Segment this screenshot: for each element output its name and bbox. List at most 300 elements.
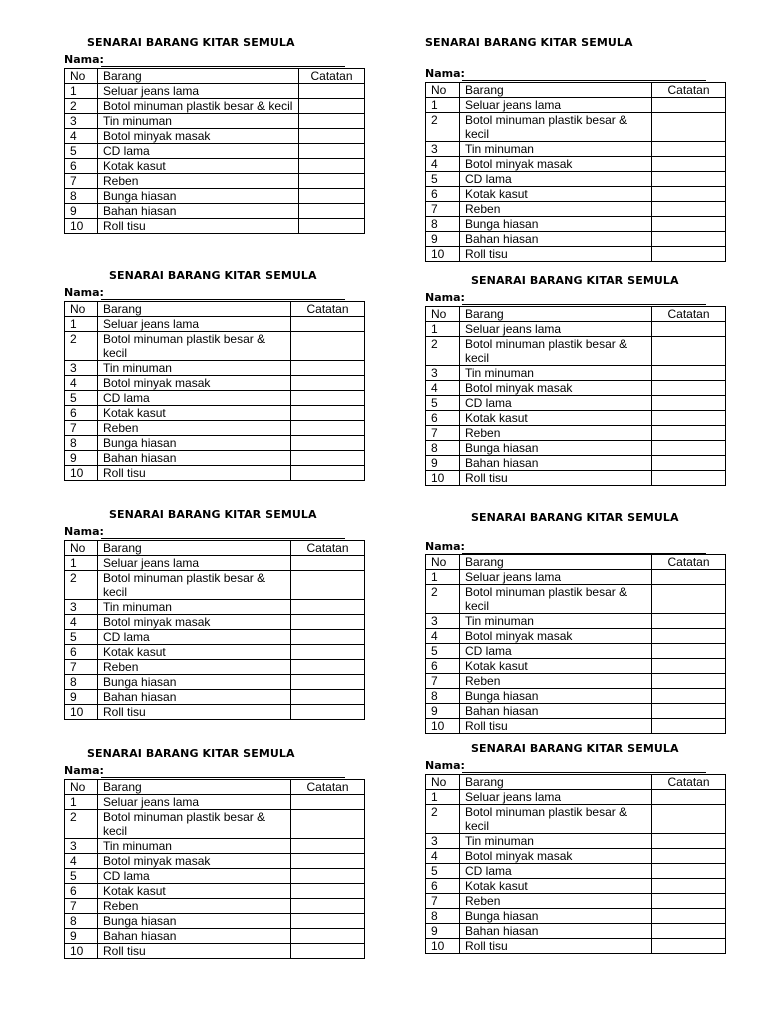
row-number: 2	[65, 332, 98, 361]
note-cell[interactable]	[299, 99, 365, 114]
item-name: Botol minuman plastik besar & kecil	[460, 113, 652, 142]
row-number: 6	[65, 406, 98, 421]
item-name: Tin minuman	[460, 142, 652, 157]
row-number: 7	[65, 174, 98, 189]
row-number: 3	[426, 614, 460, 629]
note-cell[interactable]	[291, 854, 365, 869]
row-number: 10	[426, 247, 460, 262]
note-cell[interactable]	[291, 675, 365, 690]
table-row	[426, 689, 726, 704]
note-cell[interactable]	[652, 704, 726, 719]
item-name: Kotak kasut	[98, 645, 291, 660]
note-cell[interactable]	[652, 396, 726, 411]
table-row	[426, 113, 726, 142]
table-row	[65, 144, 365, 159]
table-row	[426, 322, 726, 337]
row-number: 6	[65, 159, 98, 174]
row-number: 10	[426, 719, 460, 734]
note-cell[interactable]	[291, 600, 365, 615]
header-no: No	[65, 780, 98, 795]
table-row	[426, 629, 726, 644]
note-cell[interactable]	[652, 864, 726, 879]
row-number: 10	[65, 219, 98, 234]
row-number: 8	[65, 914, 98, 929]
table-row	[65, 159, 365, 174]
row-number: 10	[65, 466, 98, 481]
item-name: Reben	[98, 660, 291, 675]
header-no: No	[65, 69, 98, 84]
name-field[interactable]	[462, 68, 706, 81]
item-name: CD lama	[460, 864, 652, 879]
header-barang: Barang	[460, 83, 652, 98]
checklist-table	[425, 774, 726, 954]
note-cell[interactable]	[291, 421, 365, 436]
note-cell[interactable]	[291, 839, 365, 854]
row-number: 5	[65, 630, 98, 645]
note-cell[interactable]	[291, 914, 365, 929]
note-cell[interactable]	[652, 187, 726, 202]
note-cell[interactable]	[291, 810, 365, 839]
item-name: Bahan hiasan	[460, 924, 652, 939]
checklist-table	[64, 779, 365, 959]
note-cell[interactable]	[291, 645, 365, 660]
table-row	[426, 864, 726, 879]
item-name: Roll tisu	[98, 466, 291, 481]
item-name: Roll tisu	[460, 471, 652, 486]
table-header-row	[65, 69, 365, 84]
note-cell[interactable]	[652, 570, 726, 585]
name-label: Nama:	[425, 67, 465, 80]
table-row	[426, 674, 726, 689]
header-catatan: Catatan	[291, 302, 365, 317]
note-cell[interactable]	[652, 172, 726, 187]
item-name: Botol minyak masak	[460, 381, 652, 396]
table-row	[65, 795, 365, 810]
table-row	[426, 704, 726, 719]
note-cell[interactable]	[652, 805, 726, 834]
row-number: 3	[65, 839, 98, 854]
table-row	[426, 805, 726, 834]
note-cell[interactable]	[652, 849, 726, 864]
name-label: Nama:	[64, 53, 104, 66]
header-no: No	[65, 541, 98, 556]
item-name: Reben	[460, 894, 652, 909]
note-cell[interactable]	[652, 674, 726, 689]
name-field[interactable]	[101, 287, 345, 300]
header-barang: Barang	[460, 775, 652, 790]
table-header-row	[65, 302, 365, 317]
card-title: SENARAI BARANG KITAR SEMULA	[471, 274, 679, 287]
item-name: Roll tisu	[460, 939, 652, 954]
table-row	[65, 114, 365, 129]
note-cell[interactable]	[652, 689, 726, 704]
row-number: 8	[426, 909, 460, 924]
item-name: Tin minuman	[98, 839, 291, 854]
item-name: Bunga hiasan	[460, 441, 652, 456]
row-number: 10	[426, 939, 460, 954]
note-cell[interactable]	[652, 426, 726, 441]
item-name: Kotak kasut	[460, 187, 652, 202]
table-row	[426, 471, 726, 486]
row-number: 3	[65, 361, 98, 376]
table-row	[65, 690, 365, 705]
note-cell[interactable]	[652, 232, 726, 247]
note-cell[interactable]	[652, 98, 726, 113]
row-number: 10	[65, 705, 98, 720]
row-number: 2	[426, 585, 460, 614]
item-name: Botol minyak masak	[98, 854, 291, 869]
item-name: Seluar jeans lama	[460, 790, 652, 805]
item-name: Bunga hiasan	[460, 909, 652, 924]
note-cell[interactable]	[652, 644, 726, 659]
row-number: 9	[65, 929, 98, 944]
item-name: Bunga hiasan	[98, 914, 291, 929]
checklist-table	[425, 306, 726, 486]
name-field[interactable]	[101, 54, 345, 67]
note-cell[interactable]	[652, 202, 726, 217]
note-cell[interactable]	[291, 466, 365, 481]
item-name: Roll tisu	[98, 705, 291, 720]
item-name: CD lama	[460, 644, 652, 659]
item-name: Bahan hiasan	[460, 704, 652, 719]
table-row	[426, 411, 726, 426]
card-title: SENARAI BARANG KITAR SEMULA	[87, 747, 295, 760]
item-name: Reben	[460, 426, 652, 441]
item-name: Botol minyak masak	[460, 157, 652, 172]
note-cell[interactable]	[652, 441, 726, 456]
item-name: Reben	[460, 202, 652, 217]
row-number: 1	[65, 795, 98, 810]
item-name: Tin minuman	[460, 366, 652, 381]
item-name: Bunga hiasan	[460, 217, 652, 232]
item-name: Seluar jeans lama	[460, 322, 652, 337]
table-header-row	[426, 555, 726, 570]
note-cell[interactable]	[299, 84, 365, 99]
table-row	[426, 456, 726, 471]
row-number: 2	[426, 805, 460, 834]
note-cell[interactable]	[299, 219, 365, 234]
item-name: Bahan hiasan	[98, 204, 299, 219]
item-name: Botol minuman plastik besar & kecil	[460, 805, 652, 834]
table-row	[426, 247, 726, 262]
note-cell[interactable]	[291, 436, 365, 451]
item-name: Botol minuman plastik besar & kecil	[98, 571, 291, 600]
note-cell[interactable]	[652, 217, 726, 232]
name-field[interactable]	[101, 526, 345, 539]
row-number: 1	[65, 84, 98, 99]
note-cell[interactable]	[652, 471, 726, 486]
row-number: 3	[426, 366, 460, 381]
name-field[interactable]	[462, 541, 706, 554]
row-number: 10	[65, 944, 98, 959]
item-name: Tin minuman	[98, 114, 299, 129]
row-number: 3	[65, 600, 98, 615]
table-row	[65, 630, 365, 645]
table-header-row	[426, 775, 726, 790]
row-number: 8	[426, 689, 460, 704]
note-cell[interactable]	[291, 884, 365, 899]
note-cell[interactable]	[652, 366, 726, 381]
row-number: 3	[426, 834, 460, 849]
note-cell[interactable]	[291, 556, 365, 571]
table-row	[426, 614, 726, 629]
note-cell[interactable]	[652, 381, 726, 396]
note-cell[interactable]	[291, 361, 365, 376]
table-row	[65, 705, 365, 720]
item-name: Reben	[98, 421, 291, 436]
table-row	[65, 174, 365, 189]
table-row	[65, 421, 365, 436]
item-name: Kotak kasut	[460, 879, 652, 894]
note-cell[interactable]	[291, 690, 365, 705]
note-cell[interactable]	[652, 322, 726, 337]
row-number: 8	[426, 217, 460, 232]
row-number: 9	[65, 204, 98, 219]
note-cell[interactable]	[299, 144, 365, 159]
note-cell[interactable]	[652, 456, 726, 471]
header-barang: Barang	[460, 555, 652, 570]
row-number: 10	[426, 471, 460, 486]
table-row	[65, 854, 365, 869]
item-name: Bunga hiasan	[98, 675, 291, 690]
row-number: 3	[426, 142, 460, 157]
note-cell[interactable]	[652, 157, 726, 172]
item-name: Roll tisu	[460, 719, 652, 734]
note-cell[interactable]	[291, 406, 365, 421]
table-row	[426, 909, 726, 924]
row-number: 9	[65, 690, 98, 705]
item-name: Botol minuman plastik besar & kecil	[98, 99, 299, 114]
note-cell[interactable]	[291, 705, 365, 720]
name-field[interactable]	[101, 765, 345, 778]
header-no: No	[426, 555, 460, 570]
name-field[interactable]	[462, 760, 706, 773]
table-row	[65, 436, 365, 451]
table-row	[426, 644, 726, 659]
table-row	[65, 391, 365, 406]
note-cell[interactable]	[291, 795, 365, 810]
table-row	[65, 571, 365, 600]
item-name: Botol minyak masak	[98, 615, 291, 630]
note-cell[interactable]	[652, 629, 726, 644]
note-cell[interactable]	[652, 790, 726, 805]
note-cell[interactable]	[291, 630, 365, 645]
item-name: Seluar jeans lama	[460, 570, 652, 585]
item-name: Bunga hiasan	[98, 436, 291, 451]
note-cell[interactable]	[652, 247, 726, 262]
item-name: Reben	[460, 674, 652, 689]
row-number: 7	[426, 202, 460, 217]
item-name: CD lama	[460, 172, 652, 187]
note-cell[interactable]	[652, 879, 726, 894]
card-title: SENARAI BARANG KITAR SEMULA	[425, 36, 633, 49]
table-row	[426, 396, 726, 411]
table-row	[426, 719, 726, 734]
name-label: Nama:	[425, 291, 465, 304]
note-cell[interactable]	[299, 129, 365, 144]
table-row	[426, 157, 726, 172]
table-row	[426, 939, 726, 954]
header-catatan: Catatan	[291, 780, 365, 795]
header-no: No	[426, 775, 460, 790]
note-cell[interactable]	[652, 142, 726, 157]
table-row	[65, 406, 365, 421]
row-number: 9	[426, 704, 460, 719]
item-name: CD lama	[98, 869, 291, 884]
checklist-table	[64, 540, 365, 720]
row-number: 8	[65, 189, 98, 204]
table-row	[426, 142, 726, 157]
note-cell[interactable]	[299, 189, 365, 204]
note-cell[interactable]	[652, 585, 726, 614]
table-row	[65, 914, 365, 929]
note-cell[interactable]	[652, 834, 726, 849]
row-number: 1	[426, 322, 460, 337]
row-number: 7	[65, 421, 98, 436]
note-cell[interactable]	[299, 174, 365, 189]
table-row	[65, 129, 365, 144]
note-cell[interactable]	[652, 614, 726, 629]
item-name: CD lama	[98, 630, 291, 645]
header-no: No	[65, 302, 98, 317]
name-field[interactable]	[462, 292, 706, 305]
item-name: Roll tisu	[98, 944, 291, 959]
note-cell[interactable]	[652, 894, 726, 909]
table-row	[426, 172, 726, 187]
row-number: 7	[65, 899, 98, 914]
row-number: 6	[65, 884, 98, 899]
table-row	[426, 924, 726, 939]
table-row	[65, 556, 365, 571]
item-name: Seluar jeans lama	[98, 556, 291, 571]
name-label: Nama:	[64, 525, 104, 538]
item-name: Reben	[98, 899, 291, 914]
item-name: Kotak kasut	[98, 884, 291, 899]
item-name: Tin minuman	[98, 600, 291, 615]
note-cell[interactable]	[652, 659, 726, 674]
row-number: 4	[426, 629, 460, 644]
note-cell[interactable]	[652, 719, 726, 734]
row-number: 7	[426, 894, 460, 909]
item-name: Bahan hiasan	[98, 451, 291, 466]
note-cell[interactable]	[652, 337, 726, 366]
table-row	[65, 645, 365, 660]
row-number: 3	[65, 114, 98, 129]
table-header-row	[426, 307, 726, 322]
table-row	[65, 660, 365, 675]
note-cell[interactable]	[652, 113, 726, 142]
table-row	[65, 869, 365, 884]
table-row	[65, 839, 365, 854]
item-name: Botol minyak masak	[98, 376, 291, 391]
note-cell[interactable]	[291, 869, 365, 884]
row-number: 1	[426, 790, 460, 805]
item-name: Kotak kasut	[98, 159, 299, 174]
note-cell[interactable]	[291, 451, 365, 466]
note-cell[interactable]	[291, 376, 365, 391]
note-cell[interactable]	[291, 660, 365, 675]
note-cell[interactable]	[299, 159, 365, 174]
item-name: Tin minuman	[98, 361, 291, 376]
row-number: 2	[65, 99, 98, 114]
row-number: 5	[426, 864, 460, 879]
name-label: Nama:	[425, 540, 465, 553]
table-row	[65, 899, 365, 914]
row-number: 1	[426, 98, 460, 113]
row-number: 6	[65, 645, 98, 660]
header-catatan: Catatan	[291, 541, 365, 556]
table-row	[426, 426, 726, 441]
table-row	[426, 834, 726, 849]
table-row	[65, 317, 365, 332]
note-cell[interactable]	[652, 924, 726, 939]
note-cell[interactable]	[652, 411, 726, 426]
note-cell[interactable]	[652, 939, 726, 954]
card-title: SENARAI BARANG KITAR SEMULA	[471, 511, 679, 524]
table-row	[426, 366, 726, 381]
table-row	[426, 202, 726, 217]
row-number: 5	[426, 396, 460, 411]
note-cell[interactable]	[652, 909, 726, 924]
note-cell[interactable]	[291, 899, 365, 914]
note-cell[interactable]	[299, 204, 365, 219]
note-cell[interactable]	[291, 944, 365, 959]
row-number: 9	[426, 924, 460, 939]
note-cell[interactable]	[291, 317, 365, 332]
table-row	[426, 790, 726, 805]
row-number: 9	[426, 456, 460, 471]
row-number: 7	[426, 426, 460, 441]
item-name: Reben	[98, 174, 299, 189]
item-name: Tin minuman	[460, 614, 652, 629]
table-row	[426, 570, 726, 585]
item-name: Botol minuman plastik besar & kecil	[460, 337, 652, 366]
note-cell[interactable]	[291, 391, 365, 406]
table-row	[426, 381, 726, 396]
note-cell[interactable]	[291, 929, 365, 944]
note-cell[interactable]	[291, 332, 365, 361]
row-number: 4	[426, 381, 460, 396]
header-catatan: Catatan	[652, 555, 726, 570]
item-name: CD lama	[98, 144, 299, 159]
table-row	[65, 884, 365, 899]
header-barang: Barang	[460, 307, 652, 322]
row-number: 4	[65, 615, 98, 630]
table-row	[65, 219, 365, 234]
row-number: 5	[65, 391, 98, 406]
item-name: Bunga hiasan	[98, 189, 299, 204]
row-number: 6	[426, 187, 460, 202]
row-number: 8	[65, 675, 98, 690]
item-name: Kotak kasut	[98, 406, 291, 421]
card-title: SENARAI BARANG KITAR SEMULA	[109, 508, 317, 521]
row-number: 5	[65, 869, 98, 884]
row-number: 6	[426, 659, 460, 674]
table-row	[65, 332, 365, 361]
row-number: 4	[65, 129, 98, 144]
checklist-table	[64, 301, 365, 481]
note-cell[interactable]	[291, 571, 365, 600]
table-row	[426, 441, 726, 456]
item-name: Seluar jeans lama	[98, 795, 291, 810]
row-number: 5	[426, 644, 460, 659]
note-cell[interactable]	[299, 114, 365, 129]
row-number: 4	[426, 849, 460, 864]
note-cell[interactable]	[291, 615, 365, 630]
table-row	[65, 189, 365, 204]
item-name: Kotak kasut	[460, 659, 652, 674]
row-number: 6	[426, 879, 460, 894]
